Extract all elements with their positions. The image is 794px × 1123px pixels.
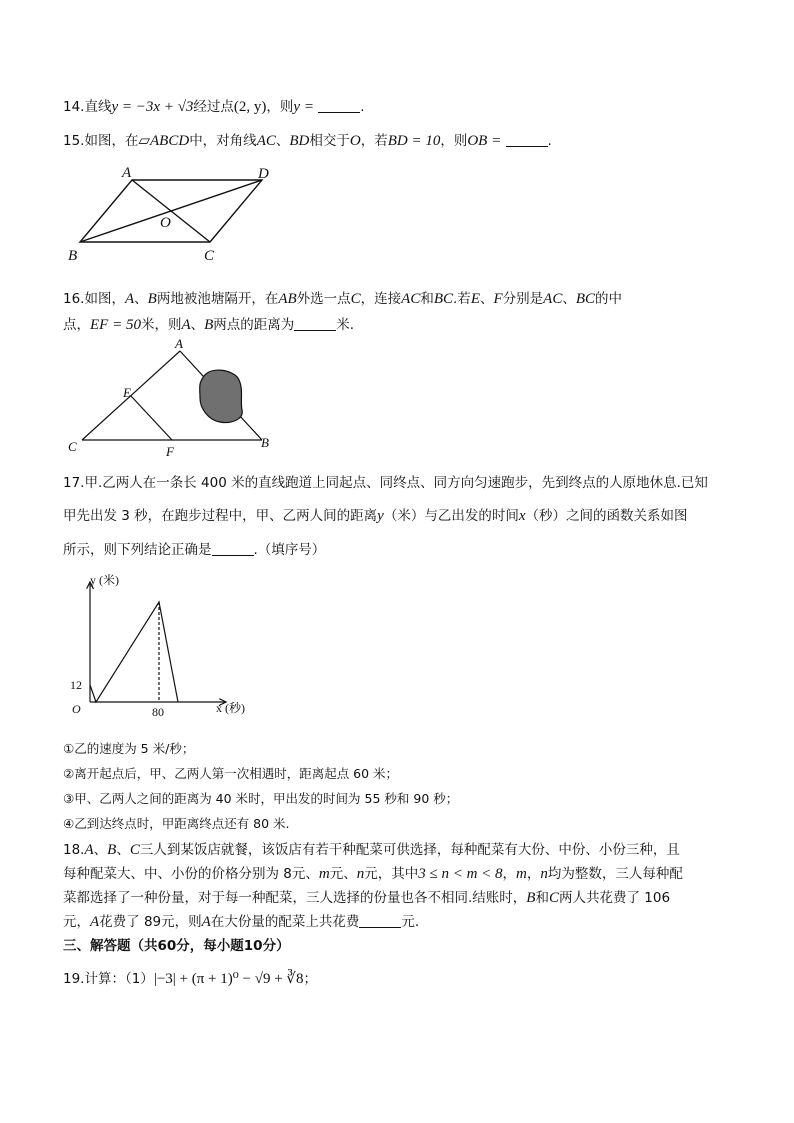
question-18-line-4: 元，A花费了 89元，则A在大份量的配菜上共花费 元. [63,914,420,930]
question-17-line-1: 17.甲.乙两人在一条长 400 米的直线跑道上同起点、同终点、同方向匀速跑步，先到终点的人原地休息.已知 [63,475,708,491]
y-axis-label: y (米) [90,573,119,587]
answer-blank-17 [212,541,254,556]
label-a: A [175,336,183,351]
point: (2, y) [233,99,267,115]
parallelogram-figure [62,160,282,268]
question-18-line-2: 每种配菜大、中、小份的价格分别为 8元、m元、n元，其中3 ≤ n < m < 8，m，n均为整数，三人每种配 [63,866,683,882]
distance-time-graph [62,570,262,720]
label-e: E [123,385,131,400]
option-3: ③甲、乙两人之间的距离为 40 米时，甲出发的时间为 55 秒和 90 秒； [63,791,459,806]
answer-blank-16 [294,316,336,331]
option-1: ①乙的速度为 5 米/秒； [63,741,195,756]
distance-curve [90,602,178,702]
answer-blank-14 [318,98,360,113]
label-a: A [122,165,132,181]
line-equation: y = −3x + √3 [111,99,194,115]
label-c: C [68,439,77,454]
question-15: 15.如图，在▱ABCD中，对角线AC、BD相交于O，若BD = 10，则OB = . [63,133,552,149]
answer-blank-18 [359,913,401,928]
question-16-line-1: 16.如图，A、B两地被池塘隔开，在AB外选一点C，连接AC和BC.若E、F分别是AC、BC的中 [63,291,622,307]
question-16-line-2: 点，EF = 50米，则A、B两点的距离为 米. [63,317,355,333]
answer-blank-15 [506,132,548,147]
question-17-line-3: 所示，则下列结论正确是 .（填序号） [63,542,326,558]
x-axis-label: x (秒) [216,701,245,715]
option-2: ②离开起点后，甲、乙两人第一次相遇时，距离起点 60 米； [63,766,399,781]
triangle-pond-figure [62,336,282,458]
option-4: ④乙到达终点时，甲距离终点还有 80 米. [63,816,290,831]
label-d: D [258,166,269,182]
question-18-line-3: 菜都选择了一种份量，对于每一种配菜，三人选择的份量也各不相同.结账时，B和C两人共花费了 106 [63,890,671,906]
origin-label: O [72,702,81,716]
label-b: B [68,248,78,264]
question-18-line-1: 18.A、B、C三人到某饭店就餐，该饭店有若干种配菜可供选择，每种配菜有大份、中份、小份三种，且 [63,842,680,858]
pond-shape [200,370,243,422]
expression: |−3| + (π + 1)⁰ − √9 + ∛8 [153,971,304,987]
question-19: 19.计算：（1）|−3| + (π + 1)⁰ − √9 + ∛8； [63,971,317,987]
x-tick-80: 80 [152,705,164,719]
y-tick-12: 12 [70,678,82,692]
label-c: C [204,248,215,264]
section-heading: 三、解答题（共60分，每小题10分） [63,938,290,954]
label-b: B [261,435,269,450]
question-17-line-2: 甲先出发 3 秒，在跑步过程中，甲、乙两人间的距离y（米）与乙出发的时间x（秒）之间的函数关系如图 [63,508,688,524]
label-o: O [160,215,171,231]
question-14: 14.直线y = −3x + √3经过点(2, y)，则y = . [63,99,365,115]
label-f: F [166,444,174,458]
